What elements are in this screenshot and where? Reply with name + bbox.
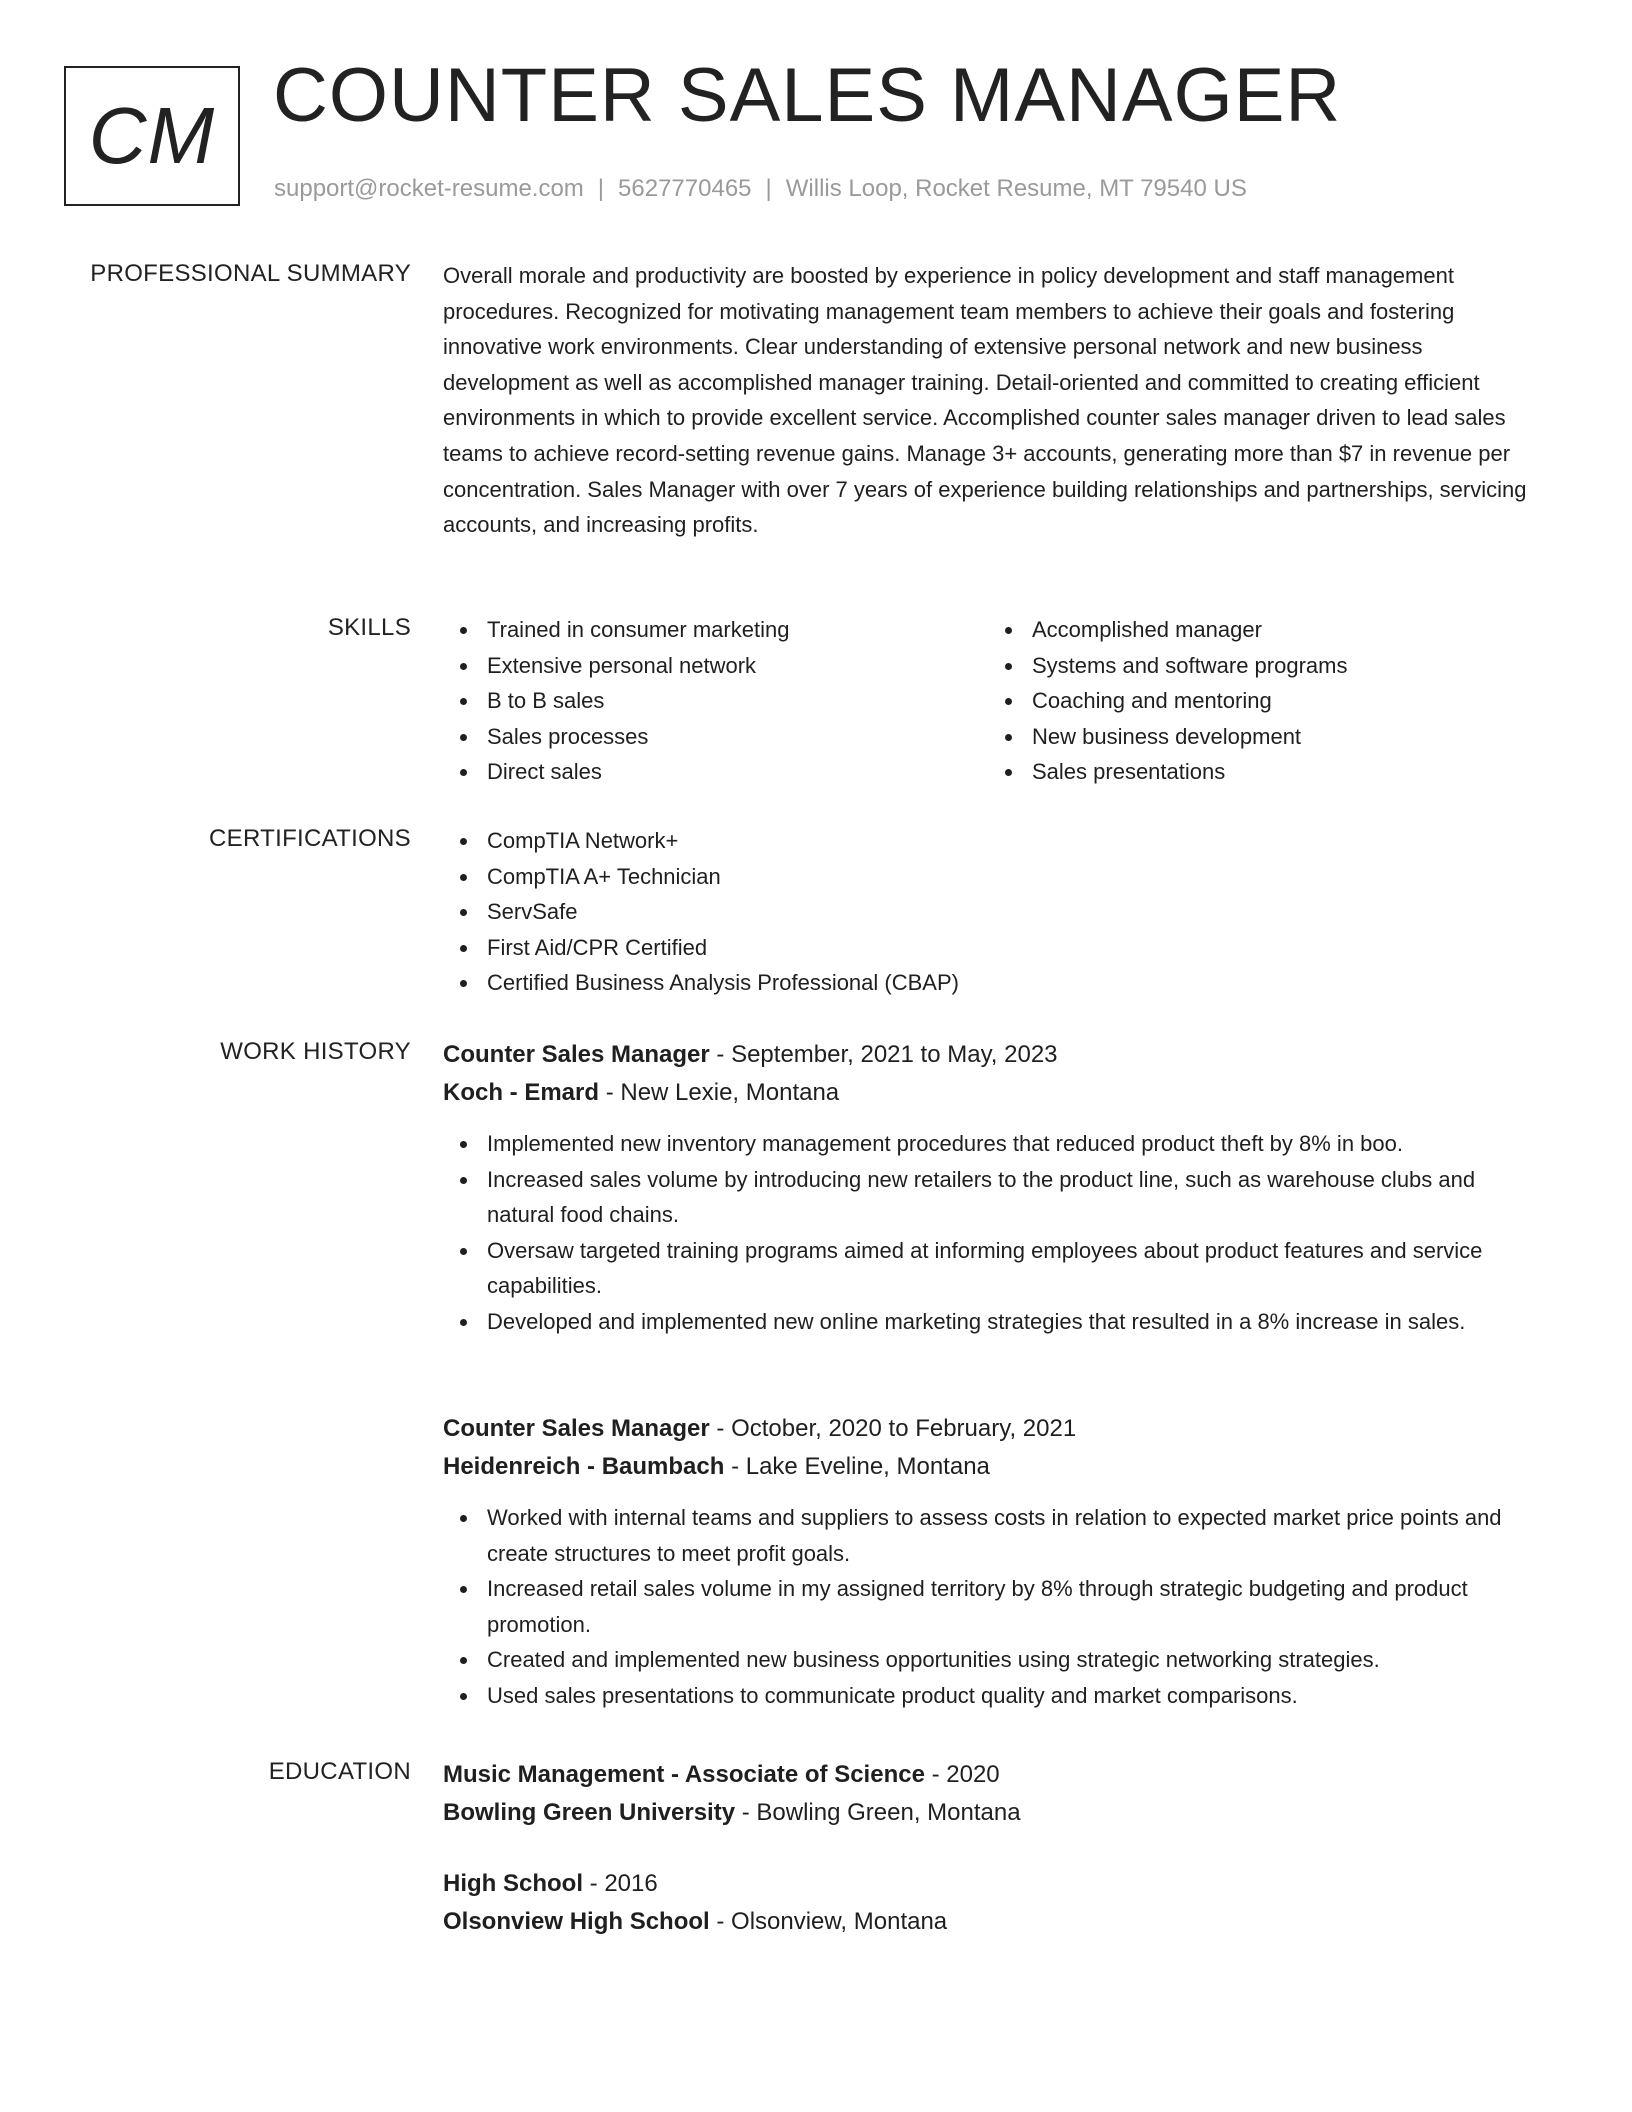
- job-company: Heidenreich - Baumbach: [443, 1453, 725, 1480]
- job-company-line: [443, 1074, 1545, 1112]
- job-bullet: Created and implemented new business opportunities using strategic networking strategies.: [443, 1642, 1545, 1678]
- skill-item: New business development: [988, 719, 1533, 755]
- contact-separator: |: [597, 175, 605, 202]
- job-dates: - September, 2021 to May, 2023: [709, 1041, 1058, 1068]
- education-degree-line: [443, 1756, 1545, 1794]
- job-entry: [443, 1410, 1545, 1714]
- skill-item: Direct sales: [443, 754, 988, 790]
- skill-item: Coaching and mentoring: [988, 683, 1533, 719]
- summary-heading: PROFESSIONAL SUMMARY: [90, 260, 411, 287]
- contact-address: Willis Loop, Rocket Resume, MT 79540 US: [785, 175, 1247, 202]
- contact-separator: |: [765, 175, 772, 202]
- job-title: Counter Sales Manager: [443, 1041, 710, 1068]
- job-bullet: Used sales presentations to communicate product quality and market comparisons.: [443, 1678, 1545, 1714]
- certification-item: CompTIA A+ Technician: [443, 859, 1545, 895]
- job-company: Koch - Emard: [443, 1079, 600, 1106]
- education-degree-line: [443, 1865, 1545, 1903]
- work-history-heading: WORK HISTORY: [220, 1038, 411, 1065]
- contact-phone[interactable]: 5627770465: [618, 175, 752, 202]
- education-location: - Bowling Green, Montana: [735, 1799, 1021, 1826]
- certifications-body: [443, 823, 1545, 1001]
- job-title-line: [443, 1410, 1545, 1448]
- skills-list-right: [988, 612, 1533, 790]
- skills-columns: [443, 612, 1545, 790]
- education-entry: [443, 1756, 1545, 1832]
- skill-item: Accomplished manager: [988, 612, 1533, 648]
- education-school: Olsonview High School: [443, 1908, 710, 1935]
- education-school: Bowling Green University: [443, 1799, 736, 1826]
- job-bullets: [443, 1126, 1545, 1340]
- education-school-line: [443, 1794, 1545, 1832]
- job-bullets: [443, 1500, 1545, 1714]
- certifications-list: [443, 823, 1545, 1001]
- skills-list-left: [443, 612, 988, 790]
- job-bullet: Increased retail sales volume in my assigned territory by 8% through strategic budgeting and product promotion.: [443, 1571, 1545, 1642]
- education-location: - Olsonview, Montana: [709, 1908, 948, 1935]
- education-entry: [443, 1865, 1545, 1941]
- education-degree: Music Management - Associate of Science: [443, 1761, 925, 1788]
- job-bullet: Worked with internal teams and suppliers to assess costs in relation to expected market price points and create structures to meet profit goals.: [443, 1500, 1545, 1571]
- job-title: Counter Sales Manager: [443, 1415, 710, 1442]
- skill-item: Systems and software programs: [988, 648, 1533, 684]
- job-location: - Lake Eveline, Montana: [724, 1453, 990, 1480]
- skill-item: Extensive personal network: [443, 648, 988, 684]
- job-location: - New Lexie, Montana: [599, 1079, 840, 1106]
- contact-email[interactable]: support@rocket-resume.com: [274, 175, 584, 202]
- monogram-logo: CM: [64, 66, 240, 206]
- education-heading: EDUCATION: [268, 1758, 411, 1785]
- certification-item: CompTIA Network+: [443, 823, 1545, 859]
- job-company-line: [443, 1448, 1545, 1486]
- certification-item: ServSafe: [443, 894, 1545, 930]
- skill-item: Trained in consumer marketing: [443, 612, 988, 648]
- certification-item: First Aid/CPR Certified: [443, 930, 1545, 966]
- job-dates: - October, 2020 to February, 2021: [709, 1415, 1077, 1442]
- education-year: - 2020: [924, 1761, 1000, 1788]
- job-bullet: Implemented new inventory management procedures that reduced product theft by 8% in boo.: [443, 1126, 1545, 1162]
- skill-item: B to B sales: [443, 683, 988, 719]
- certification-item: Certified Business Analysis Professional (CBAP): [443, 965, 1545, 1001]
- contact-line: [274, 175, 1247, 204]
- job-bullet: Increased sales volume by introducing new retailers to the product line, such as warehouse clubs and natural food chains.: [443, 1162, 1545, 1233]
- education-year: - 2016: [583, 1870, 658, 1897]
- education-school-line: [443, 1903, 1545, 1941]
- job-bullet: Oversaw targeted training programs aimed at informing employees about product features and service capabilities.: [443, 1233, 1545, 1304]
- certifications-heading: CERTIFICATIONS: [209, 825, 411, 852]
- skill-item: Sales processes: [443, 719, 988, 755]
- summary-text: Overall morale and productivity are boosted by experience in policy development and staff management procedures. Recognized for motivating management team members to achieve their goals and fostering innovative work environments. Clear understanding of extensive personal network and new business development as well as accomplished manager training. Detail-oriented and committed to creating efficient environments in which to provide excellent service. Accomplished counter sales manager driven to lead sales teams to achieve record-setting revenue gains. Manage 3+ accounts, generating more than $7 in revenue per concentration. Sales Manager with over 7 years of experience building relationships and partnerships, servicing accounts, and increasing profits.: [443, 263, 1527, 538]
- skills-heading: SKILLS: [327, 614, 411, 641]
- job-bullet: Developed and implemented new online marketing strategies that resulted in a 8% increase in sales.: [443, 1304, 1545, 1340]
- job-title-line: [443, 1036, 1545, 1074]
- skill-item: Sales presentations: [988, 754, 1533, 790]
- resume-name: COUNTER SALES MANAGER: [273, 53, 1342, 138]
- education-degree: High School: [443, 1870, 583, 1897]
- job-entry: [443, 1036, 1545, 1340]
